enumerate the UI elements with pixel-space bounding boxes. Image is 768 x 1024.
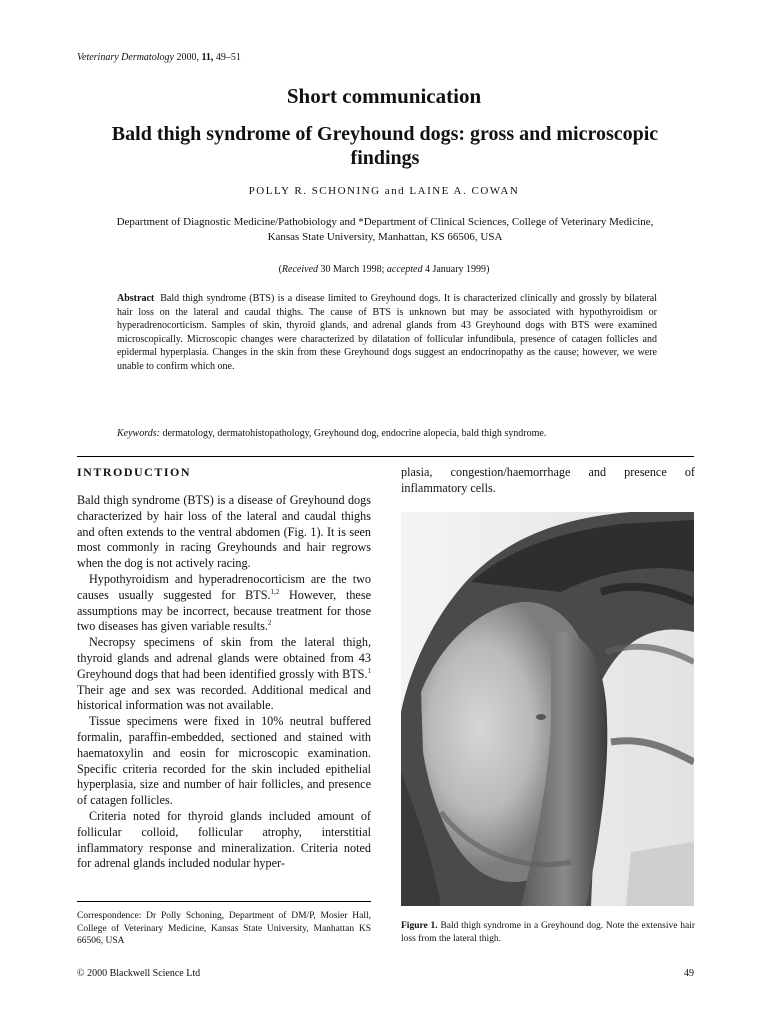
citation-ref: 1,2: [270, 587, 280, 596]
accepted-label: accepted: [386, 264, 423, 275]
left-column-text: [77, 493, 371, 872]
section-heading-introduction: INTRODUCTION: [77, 465, 192, 479]
article-authors: POLLY R. SCHONING and LAINE A. COWAN: [248, 185, 520, 197]
paragraph-2-text-a: Hypothyroidism and hyperadrenocorticism are the two causes usually suggested for BTS.: [77, 571, 371, 602]
journal-year: 2000,: [176, 52, 199, 63]
footnote-divider: [77, 901, 371, 902]
received-date: 30 March 1998;: [320, 264, 385, 275]
correspondence-footnote: Correspondence: Dr Polly Schoning, Department of DM/P, Mosier Hall, College of Veterinary Medicine, Kansas State University, Manhattan KS 66506, USA: [77, 911, 371, 946]
article-affiliation: Department of Diagnostic Medicine/Pathobiology and *Department of Clinical Sciences, College of Veterinary Medicine, Kansas State University, Manhattan, KS 66506, USA: [116, 216, 654, 243]
figure-label: Figure 1.: [401, 921, 438, 931]
paragraph-3: [77, 635, 371, 714]
journal-pages: 49–51: [215, 52, 241, 63]
citation-ref: 2: [267, 619, 272, 628]
paragraph-3-text-b: Their age and sex was recorded. Additional medical and historical information was not available.: [77, 682, 371, 713]
figure-1-photo: [401, 512, 694, 906]
article-kind: Short communication: [286, 84, 482, 108]
accepted-date: 4 January 1999: [424, 264, 487, 275]
abstract-text: Bald thigh syndrome (BTS) is a disease limited to Greyhound dogs. It is characterized clinically and grossly by bilateral hair loss on the lateral and caudal thighs. The cause of BTS is unknown but may be associated with hypothyroidism or hyperadrenocorticism. Samples of skin, thyroid glands, and adrenal glands from 43 Greyhound dogs with BTS were examined microscopically. Microscopic changes were characterized by dilatation of follicular infundibula, presence of catagen follicles and epidermal hyperplasia. Changes in the skin from these Greyhound dogs suggest an endocrinopathy as the cause; however, we were unable to confirm which one.: [117, 293, 657, 372]
keywords-text: dermatology, dermatohistopathology, Greyhound dog, endocrine alopecia, bald thigh syndrome.: [162, 428, 547, 439]
paragraph-3-text-a: Necropsy specimens of skin from the lateral thigh, thyroid glands and adrenal glands were obtained from 43 Greyhound dogs that had been identified grossly with BTS.: [77, 635, 371, 681]
journal-name: Veterinary Dermatology: [77, 52, 174, 63]
received-label: Received: [281, 264, 319, 275]
abstract: [117, 292, 657, 374]
page-number: 49: [684, 968, 694, 979]
article-title: Bald thigh syndrome of Greyhound dogs: gross and microscopic findings: [111, 123, 659, 169]
keywords-label: Keywords:: [117, 428, 160, 439]
section-divider: [77, 456, 694, 457]
citation-ref: 1: [367, 666, 371, 675]
paragraph-2-text-b: However, these assumptions may be incorrect, because treatment for those two diseases has given variable results.: [77, 587, 371, 634]
copyright-line: © 2000 Blackwell Science Ltd: [77, 968, 201, 979]
paragraph-1: Bald thigh syndrome (BTS) is a disease of Greyhound dogs characterized by hair loss of the lateral and caudal thighs and often extends to the ventral abdomen (Fig. 1). It is seen most commonly in racing Greyhounds and hair regrows when the dog is not actively racing.: [77, 493, 371, 571]
figure-caption-text: Bald thigh syndrome in a Greyhound dog. Note the extensive hair loss from the lateral thigh.: [401, 921, 695, 944]
paragraph-5: Criteria noted for thyroid glands included amount of follicular colloid, follicular atrophy, interstitial inflammatory response and mineralization. Criteria noted for adrenal glands included nodular hyper-: [77, 808, 371, 871]
received-line: (Received 30 March 1998; accepted 4 January 1999): [278, 264, 490, 275]
journal-volume: 11,: [201, 52, 214, 63]
journal-citation: [77, 52, 241, 63]
right-column-text: plasia, congestion/haemorrhage and presence of inflammatory cells.: [401, 465, 695, 495]
paragraph-2: [77, 572, 371, 635]
figure-caption: [401, 920, 695, 945]
paragraph-4: Tissue specimens were fixed in 10% neutral buffered formalin, paraffin-embedded, sectioned and stained with haematoxylin and eosin for microscopic examination. Specific criteria recorded for the skin included epithelial hyperplasia, size and number of hair follicles, and presence of catagen follicles.: [77, 714, 371, 808]
abstract-label: Abstract: [117, 293, 155, 304]
keywords: [117, 428, 667, 439]
